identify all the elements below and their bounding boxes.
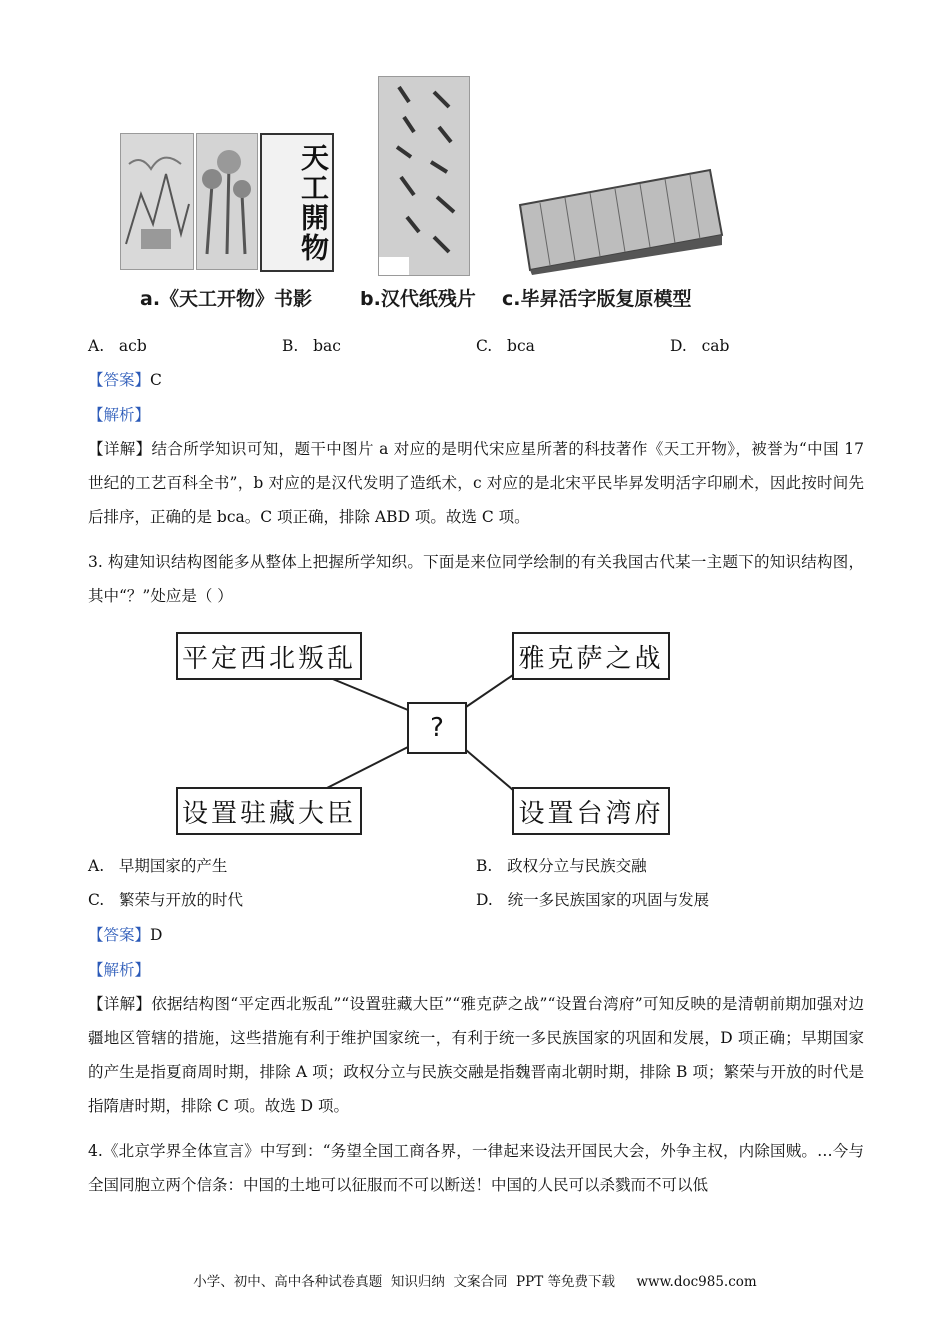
page-footer: 小学、初中、高中各种试卷真题 知识归纳 文案合同 PPT 等免费下载 www.doc985.com (193, 1274, 757, 1290)
diagram-top-right: 雅克萨之战 (512, 632, 670, 680)
diagram-bottom-left: 设置驻藏大臣 (176, 787, 362, 835)
q2-option-b[interactable]: B. bac (282, 337, 341, 355)
book-cover-title: 天工開物 (297, 143, 330, 263)
q3-option-c[interactable]: C. 繁荣与开放的时代 (88, 891, 244, 909)
diagram-bottom-right: 设置台湾府 (512, 787, 670, 835)
q3-detail: 【详解】依据结构图“平定西北叛乱”“设置驻藏大臣”“雅克萨之战”“设置台湾府”可知反映的是清朝前期加强对边疆地区管辖的措施，这些措施有利于维护国家统一，有利于统一多民族国家的巩固和发展，D 项正确；早期国家的产生是指夏商周时期，排除 A 项；政权分立与民族交融是指魏晋南北朝时期，排除 B 项；繁荣与开放的时代是指隋唐时期，排除 C 项。故选 D 项。 (88, 995, 864, 1115)
diagram-top-left: 平定西北叛乱 (176, 632, 362, 680)
q2-option-a[interactable]: A. acb (88, 337, 147, 355)
book-page-middle (196, 133, 258, 270)
q2-analysis-label: 【解析】 (88, 406, 151, 424)
q4-stem: 4.《北京学界全体宣言》中写到：“务望全国工商各界，一律起来设法开国民大会，外争主权，内除国贼。…今与全国同胞立两个信条：中国的土地可以征服而不可以断送！中国的人民可以杀戮而不可以低 (88, 1142, 864, 1194)
q2-option-c[interactable]: C. bca (476, 337, 535, 355)
q2-answer: 【答案】C (88, 371, 162, 389)
q3-option-a[interactable]: A. 早期国家的产生 (88, 857, 228, 875)
type-block-model-icon (510, 165, 725, 275)
figure-b-paper-fragment (378, 76, 470, 276)
q2-option-d[interactable]: D. cab (670, 337, 730, 355)
q3-analysis-label: 【解析】 (88, 961, 151, 979)
q3-answer: 【答案】D (88, 926, 163, 944)
q2-detail: 【详解】结合所学知识可知，题干中图片 a 对应的是明代宋应星所著的科技著作《天工开物》，被誉为“中国 17 世纪的工艺百科全书”，b 对应的是汉代发明了造纸术，c 对应的是北宋平民毕昇发明活字印刷术，因此按时间先后排序，正确的是 bca。C 项正确，排除 ABD 项。故选 C 项。 (88, 440, 864, 526)
knowledge-structure-diagram (88, 615, 733, 841)
book-page-left (120, 133, 194, 270)
landscape-illustration-icon (121, 134, 193, 269)
book-cover (260, 133, 334, 272)
q3-stem: 3. 构建知识结构图能多从整体上把握所学知织。下面是来位同学绘制的有关我国古代某一主题下的知识结构图，其中“？”处应是（ ） (88, 553, 864, 605)
figure-c-movable-type (510, 165, 725, 275)
calligraphy-fragment-icon (379, 77, 469, 275)
q3-option-b[interactable]: B. 政权分立与民族交融 (476, 857, 647, 875)
diagram-center: ? (407, 702, 467, 754)
caption-b: b.汉代纸残片 (360, 288, 476, 310)
caption-c: c.毕昇活字版复原模型 (502, 288, 692, 310)
figure-a-book (120, 133, 330, 268)
q3-option-d[interactable]: D. 统一多民族国家的巩固与发展 (476, 891, 710, 909)
tree-illustration-icon (197, 134, 257, 269)
caption-a: a.《天工开物》书影 (140, 288, 313, 310)
